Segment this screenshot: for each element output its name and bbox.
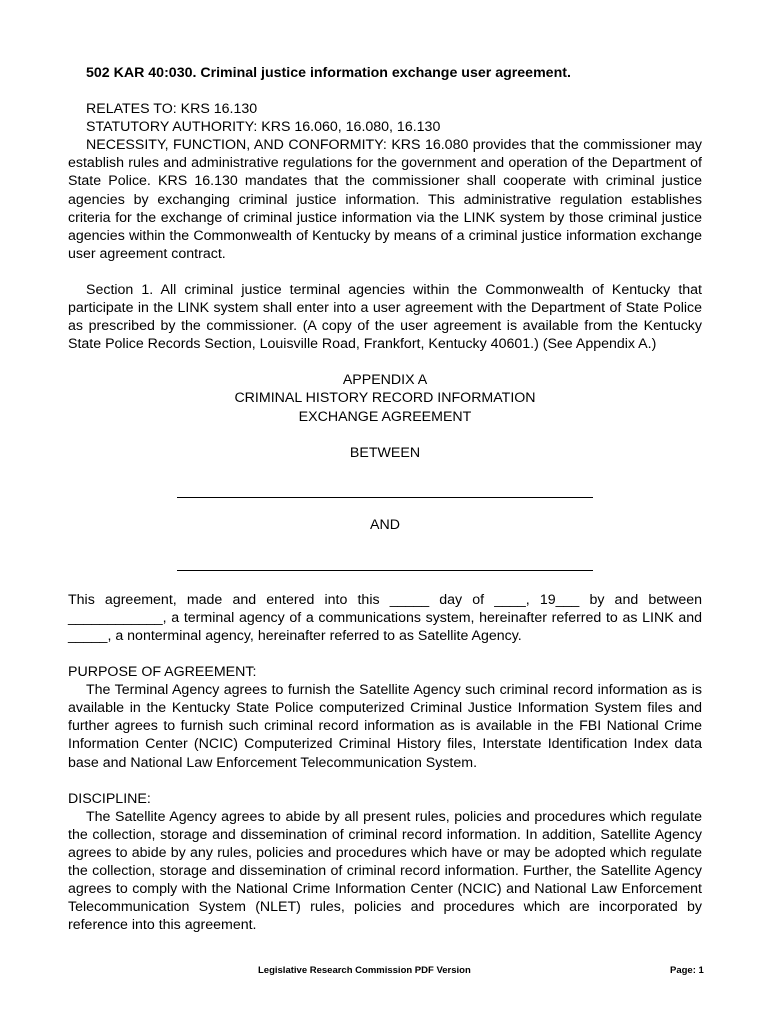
between-label: BETWEEN <box>349 444 421 461</box>
statutory-authority: STATUTORY AUTHORITY: KRS 16.060, 16.080, 16.130 <box>86 119 441 136</box>
section-1-paragraph: Section 1. All criminal justice terminal agencies within the Commonwealth of Kentucky that participate in the LINK system shall enter into a user agreement with the Department of State Police as prescribed by the commissioner. (A copy of the user agreement is available from the Kentucky State Police Records Section, Louisville Road, Frankfort, Kentucky 40601.) (See Appendix A.) <box>68 281 702 353</box>
and-label: AND <box>370 516 400 533</box>
agreement-paragraph: This agreement, made and entered into this _____ day of ____, 19___ by and between ____________, a terminal agency of a communications system, hereinafter referred to as LINK and _____, a nonterminal agency, hereinafter referred to as Satellite Agency. <box>68 591 702 644</box>
discipline-paragraph: The Satellite Agency agrees to abide by all present rules, policies and procedures which regulate the collection, storage and dissemination of criminal record information. In addition, Satellite Agency agrees to abide by any rules, policies and procedures which have or may be adopted which regulate the collection, storage and dissemination of criminal record information. Further, the Satellite Agency agrees to comply with the National Crime Information Center (NCIC) and National Law Enforcement Telecommunication System (NLET) rules, policies and procedures which are incorporated by reference into this agreement. <box>68 808 702 934</box>
purpose-paragraph: The Terminal Agency agrees to furnish the Satellite Agency such criminal record information as is available in the Kentucky State Police computerized Criminal Justice Information System files and further agrees to furnish such criminal record information as is available in the FBI National Crime Information Center (NCIC) Computerized Criminal History files, Interstate Identification Index data base and National Law Enforcement Telecommunication System. <box>68 682 702 771</box>
appendix-heading: APPENDIX A <box>342 372 428 389</box>
relates-to: RELATES TO: KRS 16.130 <box>86 101 258 118</box>
purpose-heading: PURPOSE OF AGREEMENT: <box>68 664 257 681</box>
footer-source: Legislative Research Commission PDF Version <box>258 965 471 976</box>
document-page <box>68 64 702 934</box>
necessity-paragraph: NECESSITY, FUNCTION, AND CONFORMITY: KRS 16.080 provides that the commissioner may establish rules and administrative regulations for the government and operation of the Department of State Police. KRS 16.130 mandates that the commissioner shall cooperate with criminal justice agencies by exchanging criminal justice information. This administrative regulation establishes criteria for the exchange of criminal justice information via the LINK system by those criminal justice agencies within the Commonwealth of Kentucky by means of a criminal justice information exchange user agreement contract. <box>68 137 702 262</box>
regulation-title: 502 KAR 40:030. Criminal justice information exchange user agreement. <box>86 65 571 81</box>
discipline-heading: DISCIPLINE: <box>68 790 151 807</box>
page-number: Page: 1 <box>670 965 704 976</box>
party-1-signature-line <box>177 496 593 498</box>
appendix-title-line-2: EXCHANGE AGREEMENT <box>298 408 472 425</box>
appendix-title-line-1: CRIMINAL HISTORY RECORD INFORMATION <box>234 390 536 407</box>
party-2-signature-line <box>177 569 593 571</box>
